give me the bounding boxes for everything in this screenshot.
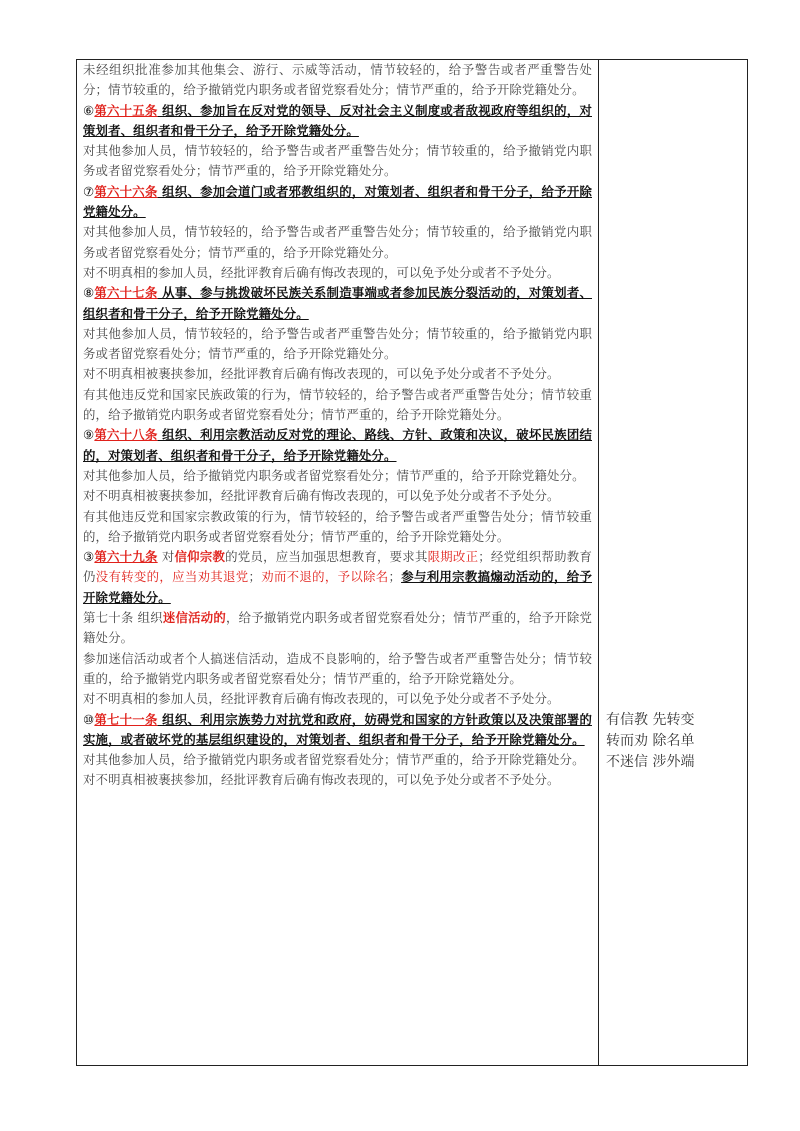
article-70-paragraph-1: 参加迷信活动或者个人搞迷信活动，造成不良影响的，给予警告或者严重警告处分；情节较重的，给予撤销党内职务或者留党察看处分；情节严重的，给予开除党籍处分。 (83, 650, 592, 686)
article-70-paragraph-2: 对不明真相的参加人员，经批评教育后确有悔改表现的，可以免予处分或者不予处分。 (83, 691, 560, 707)
article-67-paragraph-3: 有其他违反党和国家民族政策的行为，情节较轻的，给予警告或者严重警告处分；情节较重的，给予撤销党内职务或者留党察看处分；情节严重的，给予开除党籍处分。 (83, 386, 592, 423)
article-66-number: ⑦ (83, 183, 95, 199)
article-69-text-3: 的党员，应当加强思想教育，要求其 (225, 549, 428, 565)
article-65-heading (83, 101, 592, 142)
article-71-heading (83, 710, 592, 751)
article-69-text-7: ； (248, 569, 262, 585)
article-71-paragraph-1: 对其他参加人员，给予撤销党内职务或者留党察看处分；情节严重的，给予开除党籍处分。 (83, 752, 585, 768)
article-68-paragraph-3: 有其他违反党和国家宗教政策的行为，情节较轻的，给予警告或者严重警告处分；情节较重的，给予撤销党内职务或者留党察看处分；情节严重的，给予开除党籍处分。 (83, 508, 592, 544)
article-66-paragraph-2: 对不明真相的参加人员，经批评教育后确有悔改表现的，可以免予处分或者不予处分。 (83, 264, 560, 280)
article-70-text-c: ，给予撤销党内职务或者留党察看处分；情节严重的，给予开除党籍处分。 (83, 610, 592, 646)
article-65-label: 第六十五条 (94, 102, 158, 118)
article-67-heading (83, 283, 592, 324)
article-66-label: 第六十六条 (94, 183, 158, 199)
article-67-label: 第六十七条 (94, 285, 158, 301)
article-67-text: 从事、参与挑拨破坏民族关系制造事端或者参加民族分裂活动的，对策划者、组织者和骨干分子，给予开除党籍处分。 (83, 285, 592, 321)
mnemonic-line-1: 有信教 先转变 (606, 712, 695, 728)
article-66-heading (83, 182, 592, 223)
article-69-text-10: 参与利用宗教搞煽动活动的，给予开除党籍处分。 (83, 569, 592, 605)
mnemonic-line-2: 转而劝 除名单 (606, 733, 695, 749)
article-68-paragraph-1: 对其他参加人员，给予撤销党内职务或者留党察看处分；情节严重的，给予开除党籍处分。 (83, 467, 585, 483)
main-column (83, 60, 592, 791)
article-67-number: ⑧ (83, 285, 95, 301)
article-69-number: ③ (83, 549, 95, 565)
document-table (76, 59, 748, 1066)
article-68-label: 第六十八条 (94, 427, 158, 443)
article-71-label: 第七十一条 (94, 711, 158, 727)
article-68-text: 组织、利用宗教活动反对党的理论、路线、方针、政策和决议，破坏民族团结的，对策划者、组织者和骨干分子，给予开除党籍处分。 (83, 427, 592, 463)
article-65-text: 组织、参加旨在反对党的领导、反对社会主义制度或者敌视政府等组织的，对策划者、组织者和骨干分子，给予开除党籍处分。 (83, 102, 592, 138)
article-68-paragraph-2: 对不明真相被裹挟参加，经批评教育后确有悔改表现的，可以免予处分或者不予处分。 (83, 488, 560, 504)
article-71-text: 组织、利用宗族势力对抗党和政府，妨碍党和国家的方针政策以及决策部署的实施，或者破坏党的基层组织建设的，对策划者、组织者和骨干分子，给予开除党籍处分。 (83, 711, 592, 747)
article-69-text-1: 对 (157, 549, 175, 565)
article-65-number: ⑥ (83, 102, 95, 118)
article-66-text: 组织、参加会道门或者邪教组织的，对策划者、组织者和骨干分子，给予开除党籍处分。 (83, 183, 592, 220)
article-68-heading (83, 425, 592, 466)
article-69-highlight-persuade: 没有转变的，应当劝其退党 (95, 569, 249, 585)
article-69-highlight-religion: 信仰宗教 (174, 549, 226, 565)
article-69-label: 第六十九条 (94, 549, 158, 565)
mnemonic-line-3: 不迷信 涉外端 (606, 754, 695, 770)
article-69-text-9: ； (388, 569, 402, 585)
article-67-paragraph-2: 对不明真相被裹挟参加，经批评教育后确有悔改表现的，可以免予处分或者不予处分。 (83, 366, 560, 382)
article-68-number: ⑨ (83, 427, 95, 443)
column-divider (598, 60, 599, 1065)
article-65-paragraph-1: 对其他参加人员，情节较轻的，给予警告或者严重警告处分；情节较重的，给予撤销党内职务或者留党察看处分；情节严重的，给予开除党籍处分。 (83, 143, 592, 179)
article-71-number: ⑩ (83, 711, 95, 727)
article-70-heading (83, 608, 592, 649)
article-71-paragraph-2: 对不明真相被裹挟参加，经批评教育后确有悔改表现的，可以免予处分或者不予处分。 (83, 772, 560, 788)
article-69-highlight-deadline: 限期改正 (427, 549, 479, 565)
mnemonic-notes (606, 710, 742, 773)
paragraph-intro: 未经组织批准参加其他集会、游行、示威等活动，情节较轻的，给予警告或者严重警告处分；情节较重的，给予撤销党内职务或者留党察看处分；情节严重的，给予开除党籍处分。 (83, 62, 592, 98)
article-66-paragraph-1: 对其他参加人员，情节较轻的，给予警告或者严重警告处分；情节较重的，给予撤销党内职务或者留党察看处分；情节严重的，给予开除党籍处分。 (83, 224, 592, 260)
article-67-paragraph-1: 对其他参加人员，情节较轻的，给予警告或者严重警告处分；情节较重的，给予撤销党内职务或者留党察看处分；情节严重的，给予开除党籍处分。 (83, 325, 592, 362)
article-70-text-a: 第七十条 组织 (83, 610, 163, 626)
article-69-heading (83, 547, 592, 608)
article-69-text-5: ；经党组织帮助教育仍 (83, 549, 593, 585)
article-70-highlight-superstition: 迷信活动的 (162, 610, 227, 626)
article-69-highlight-remove: 劝而不退的，予以除名 (261, 569, 389, 585)
